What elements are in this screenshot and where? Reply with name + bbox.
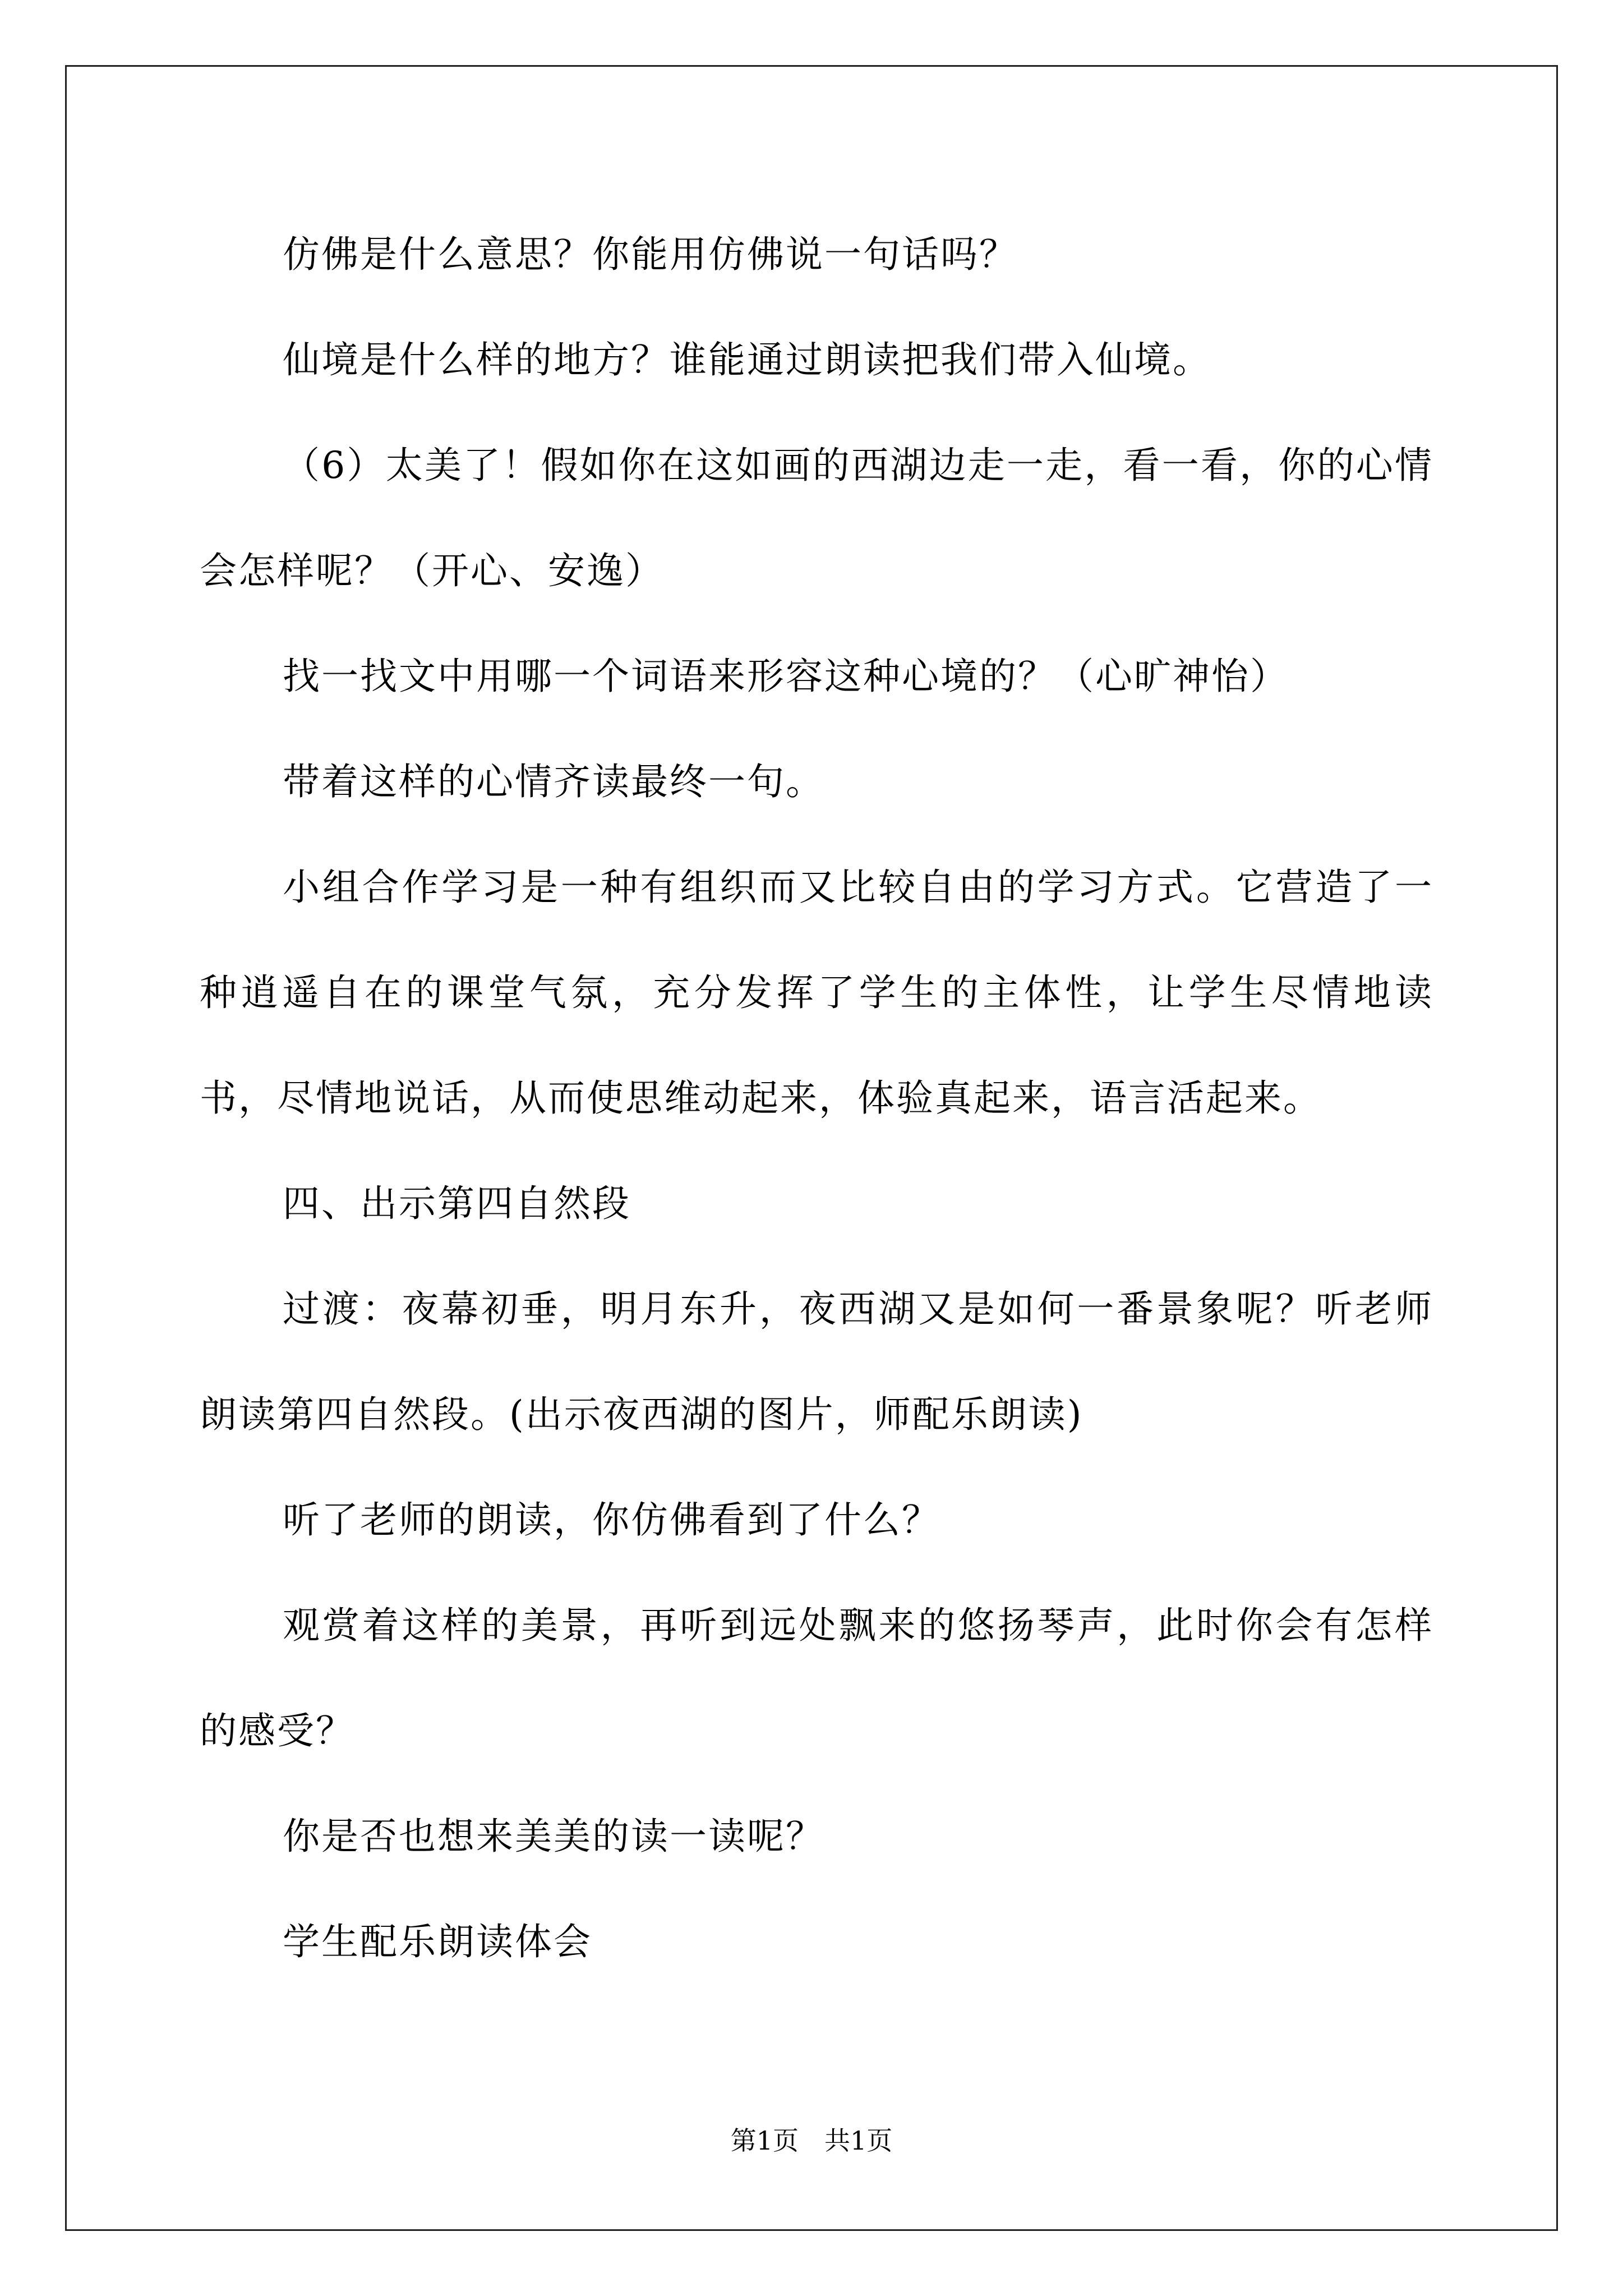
document-body bbox=[200, 202, 1433, 1995]
paragraph: 过渡：夜幕初垂，明月东升，夜西湖又是如何一番景象呢？听老师朗读第四自然段。(出示夜西湖的图片，师配乐朗读) bbox=[200, 1287, 1433, 1436]
paragraph: （6）太美了！假如你在这如画的西湖边走一走，看一看，你的心情会怎样呢？（开心、安逸） bbox=[200, 444, 1433, 592]
paragraph: 带着这样的心情齐读最终一句。 bbox=[283, 760, 824, 803]
paragraph: 听了老师的朗读，你仿佛看到了什么？ bbox=[283, 1498, 940, 1542]
paragraph: 观赏着这样的美景，再听到远处飘来的悠扬琴声，此时你会有怎样的感受？ bbox=[200, 1604, 1433, 1752]
paragraph: 仿佛是什么意思？你能用仿佛说一句话吗？ bbox=[283, 233, 1018, 276]
paragraph: 仙境是什么样的地方？谁能通过朗读把我们带入仙境。 bbox=[283, 338, 1211, 381]
paragraph: 小组合作学习是一种有组织而又比较自由的学习方式。它营造了一种逍遥自在的课堂气氛，充分发挥了学生的主体性，让学生尽情地读书，尽情地说话，从而使思维动起来，体验真起来，语言活起来。 bbox=[200, 866, 1433, 1120]
page-footer: 第1页 共1页 bbox=[730, 2125, 893, 2156]
paragraph: 学生配乐朗读体会 bbox=[283, 1920, 592, 1963]
paragraph: 你是否也想来美美的读一读呢？ bbox=[283, 1815, 824, 1858]
paragraph: 找一找文中用哪一个词语来形容这种心境的？（心旷神怡） bbox=[283, 655, 1289, 698]
section-heading: 四、出示第四自然段 bbox=[283, 1182, 631, 1225]
